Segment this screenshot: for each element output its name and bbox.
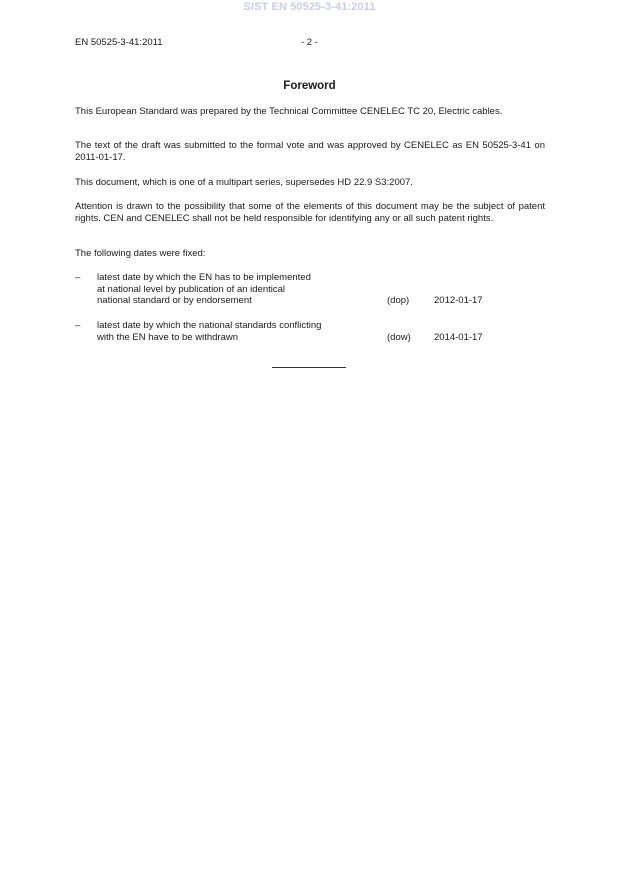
date-abbreviation: (dow) xyxy=(387,331,411,343)
section-title: Foreword xyxy=(283,80,336,92)
date-description-line: national standard or by endorsement xyxy=(97,295,252,307)
paragraph-approval: The text of the draft was submitted to the formal vote and was approved by CENELEC as EN 50525-3-41 on 2011-01-17. xyxy=(75,140,545,163)
paragraph-patent-rights: Attention is drawn to the possibility that some of the elements of this document may be the subject of patent rights. CEN and CENELEC shall not be held responsible for identifying any or all such patent rights. xyxy=(75,201,545,224)
paragraph-dates-intro: The following dates were fixed: xyxy=(75,248,206,259)
date-description-line: latest date by which the national standards conflicting xyxy=(97,320,322,331)
list-dash: – xyxy=(75,272,81,283)
date-value: 2014-01-17 xyxy=(434,331,483,343)
end-rule-divider xyxy=(272,367,346,368)
document-id: EN 50525-3-41:2011 xyxy=(75,37,163,48)
paragraph-supersedes: This document, which is one of a multipart series, supersedes HD 22.9 S3:2007. xyxy=(75,177,413,188)
date-description-line: with the EN have to be withdrawn xyxy=(97,331,238,343)
watermark: SIST EN 50525-3-41:2011 xyxy=(243,1,376,13)
date-value: 2012-01-17 xyxy=(434,295,483,307)
date-description xyxy=(97,320,387,343)
date-description-line: latest date by which the EN has to be implemented xyxy=(97,272,311,283)
page-number: - 2 - xyxy=(301,37,318,48)
paragraph-prepared-by: This European Standard was prepared by the Technical Committee CENELEC TC 20, Electric cables. xyxy=(75,106,503,117)
list-dash: – xyxy=(75,320,81,331)
date-description-line: at national level by publication of an identical xyxy=(97,283,286,295)
date-description xyxy=(97,272,387,307)
date-abbreviation: (dop) xyxy=(387,295,410,307)
